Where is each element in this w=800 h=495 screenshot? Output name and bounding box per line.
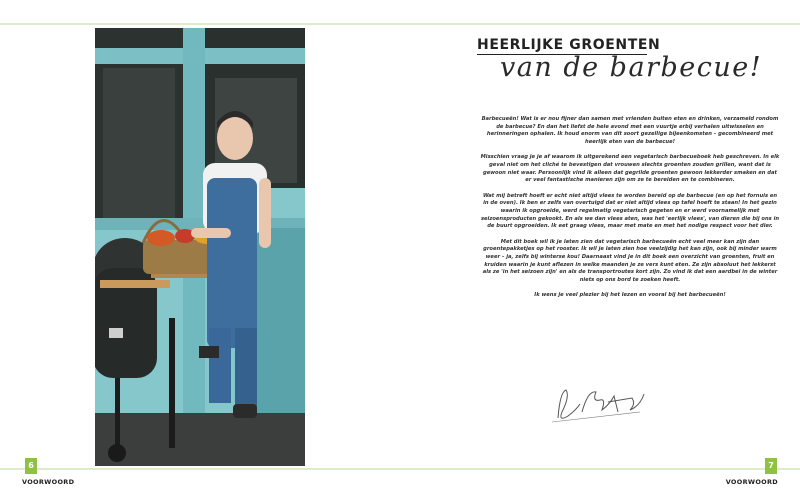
title-heading: HEERLIJKE GROENTEN	[477, 37, 661, 53]
title-script: van de barbecue!	[500, 52, 763, 83]
chef-photo	[95, 28, 305, 466]
bottom-rule	[0, 468, 800, 470]
section-label-right: VOORWOORD	[725, 478, 778, 486]
paragraph: Misschien vraag je je af waarom ik uitgerekend een vegetarisch barbecueboek heb geschreven. In elk geval niet om het cliché te bevestigen dat vrouwen slechts groenten zouden grillen, want dat is gewoon niet waar. Persoonlijk vind ik alleen dat gegrilde groenten gewoon lekkerder smaken en dat er veel fantastische manieren zijn om ze te bereiden en te combineren.	[480, 154, 780, 184]
top-rule	[0, 23, 800, 25]
paragraph: Ik wens je veel plezier bij het lezen en vooral bij het barbecueën!	[534, 292, 726, 299]
signature	[548, 382, 648, 426]
page-number-left: 6	[25, 458, 37, 474]
section-label-left: VOORWOORD	[22, 478, 75, 486]
page-number-right: 7	[765, 458, 777, 474]
paragraph: Met dit boek wil ik je laten zien dat vegetarisch barbecueën echt veel meer kan zijn dan groentepakketjes op het rooster. Ik wil je laten zien hoe veelzijdig het kan zijn, ook bij minder warm weer – ja, zelfs bij winterse kou! Daarnaast vind je in dit boek een overzicht van groenten, fruit en kruiden waarin je kunt aflezen in welke maanden je ze vers kunt eten. Ze zijn absoluut het lekkerst als ze 'in het seizoen zijn' en als de transportroutes kort zijn. Zo vind ik dat een aardbei in de winter niets op ons bord te zoeken heeft.	[482, 238, 778, 283]
body-copy	[480, 116, 780, 308]
paragraph: Wat mij betreft hoeft er echt niet altijd vlees te worden bereid op de barbecue (en op het fornuis en in de oven). Ik ben er zelfs van overtuigd dat er niet altijd vlees op tafel hoeft te staan! In het gezin waarin ik opgroeide, werd regelmatig vegetarisch gegeten en er werd voornamelijk met seizoensproducten gekookt. En als we dan vlees aten, was het 'eerlijk vlees', van dieren die bij ons in de buurt opgroeiden. Ik eet graag vlees, maar met mate en met het nodige respect voor het dier.	[480, 192, 780, 230]
paragraph: Barbecueën! Wat is er nou fijner dan samen met vrienden buiten eten en drinken, verzameld rondom de barbecue? En dan het liefst de hele avond met een vuurtje erbij verhalen uitwisselen en herinneringen ophalen. Ik houd enorm van dit soort gezellige bijeenkomsten – gecombineerd met heerlijk eten van de barbecue!	[481, 116, 779, 145]
